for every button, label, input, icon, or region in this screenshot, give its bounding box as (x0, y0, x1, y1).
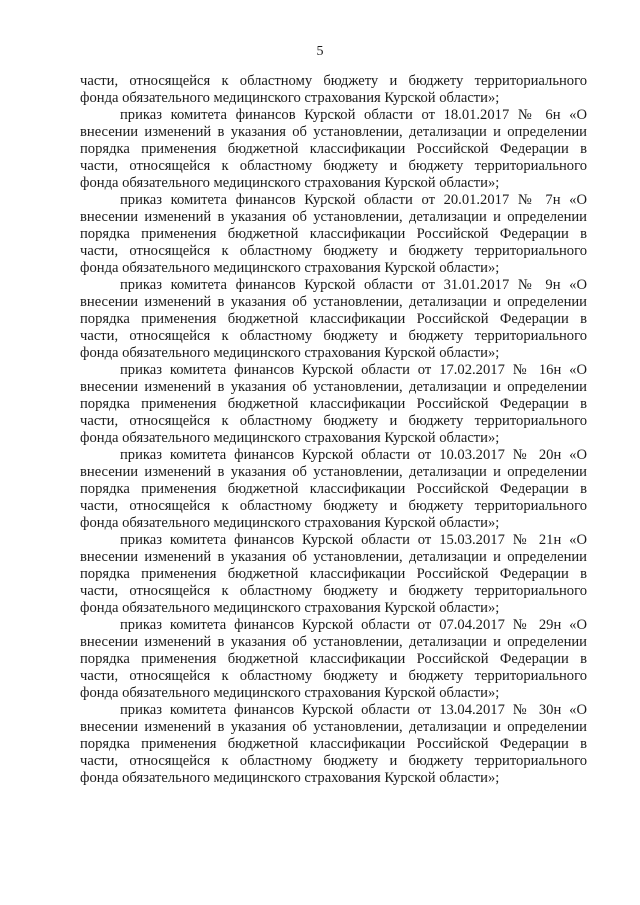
text-line: части, относящейся к областному бюджету и бюджету территориального (80, 158, 587, 174)
text-line: порядка применения бюджетной классификации Российской Федерации в (80, 736, 587, 752)
text-line: части, относящейся к областному бюджету и бюджету территориального (80, 498, 587, 514)
text-line: приказ комитета финансов Курской области от 07.04.2017 № 29н «О (120, 617, 587, 633)
paragraph-order-20n (80, 447, 587, 532)
text-line: фонда обязательного медицинского страхования Курской области»; (80, 345, 500, 361)
paragraph-order-21n (80, 532, 587, 617)
text-line: части, относящейся к областному бюджету и бюджету территориального (80, 668, 587, 684)
text-line: порядка применения бюджетной классификации Российской Федерации в (80, 396, 587, 412)
text-line: внесении изменений в указания об установлении, детализации и определении (80, 549, 587, 565)
paragraph-order-29n (80, 617, 587, 702)
paragraph-order-9n (80, 277, 587, 362)
text-line: приказ комитета финансов Курской области от 18.01.2017 № 6н «О (120, 107, 587, 123)
paragraph-order-6n (80, 107, 587, 192)
text-line: части, относящейся к областному бюджету и бюджету территориального (80, 73, 587, 89)
text-line: порядка применения бюджетной классификации Российской Федерации в (80, 651, 587, 667)
text-line: части, относящейся к областному бюджету и бюджету территориального (80, 753, 587, 769)
text-line: внесении изменений в указания об установлении, детализации и определении (80, 294, 587, 310)
text-line: приказ комитета финансов Курской области от 31.01.2017 № 9н «О (120, 277, 587, 293)
text-line: порядка применения бюджетной классификации Российской Федерации в (80, 566, 587, 582)
text-line: приказ комитета финансов Курской области от 10.03.2017 № 20н «О (120, 447, 587, 463)
text-line: фонда обязательного медицинского страхования Курской области»; (80, 175, 500, 191)
text-line: части, относящейся к областному бюджету и бюджету территориального (80, 243, 587, 259)
text-line: внесении изменений в указания об установлении, детализации и определении (80, 124, 587, 140)
text-line: приказ комитета финансов Курской области от 17.02.2017 № 16н «О (120, 362, 587, 378)
text-line: внесении изменений в указания об установлении, детализации и определении (80, 379, 587, 395)
text-line: приказ комитета финансов Курской области от 15.03.2017 № 21н «О (120, 532, 587, 548)
document-body (80, 73, 587, 787)
text-line: порядка применения бюджетной классификации Российской Федерации в (80, 141, 587, 157)
text-line: внесении изменений в указания об установлении, детализации и определении (80, 464, 587, 480)
text-line: внесении изменений в указания об установлении, детализации и определении (80, 209, 587, 225)
text-line: части, относящейся к областному бюджету и бюджету территориального (80, 583, 587, 599)
paragraph-order-7n (80, 192, 587, 277)
text-line: фонда обязательного медицинского страхования Курской области»; (80, 600, 500, 616)
text-line: фонда обязательного медицинского страхования Курской области»; (80, 260, 500, 276)
text-line: порядка применения бюджетной классификации Российской Федерации в (80, 311, 587, 327)
text-line: части, относящейся к областному бюджету и бюджету территориального (80, 413, 587, 429)
text-line: порядка применения бюджетной классификации Российской Федерации в (80, 226, 587, 242)
text-line: внесении изменений в указания об установлении, детализации и определении (80, 634, 587, 650)
text-line: фонда обязательного медицинского страхования Курской области»; (80, 770, 500, 786)
text-line: фонда обязательного медицинского страхования Курской области»; (80, 515, 500, 531)
text-line: части, относящейся к областному бюджету и бюджету территориального (80, 328, 587, 344)
text-line: фонда обязательного медицинского страхования Курской области»; (80, 685, 500, 701)
text-line: приказ комитета финансов Курской области от 13.04.2017 № 30н «О (120, 702, 587, 718)
text-line: приказ комитета финансов Курской области от 20.01.2017 № 7н «О (120, 192, 587, 208)
text-line: внесении изменений в указания об установлении, детализации и определении (80, 719, 587, 735)
paragraph-continuation (80, 73, 587, 107)
text-line: фонда обязательного медицинского страхования Курской области»; (80, 430, 500, 446)
text-line: фонда обязательного медицинского страхования Курской области»; (80, 90, 500, 106)
paragraph-order-16n (80, 362, 587, 447)
paragraph-order-30n (80, 702, 587, 787)
text-line: порядка применения бюджетной классификации Российской Федерации в (80, 481, 587, 497)
page-number: 5 (316, 44, 324, 59)
